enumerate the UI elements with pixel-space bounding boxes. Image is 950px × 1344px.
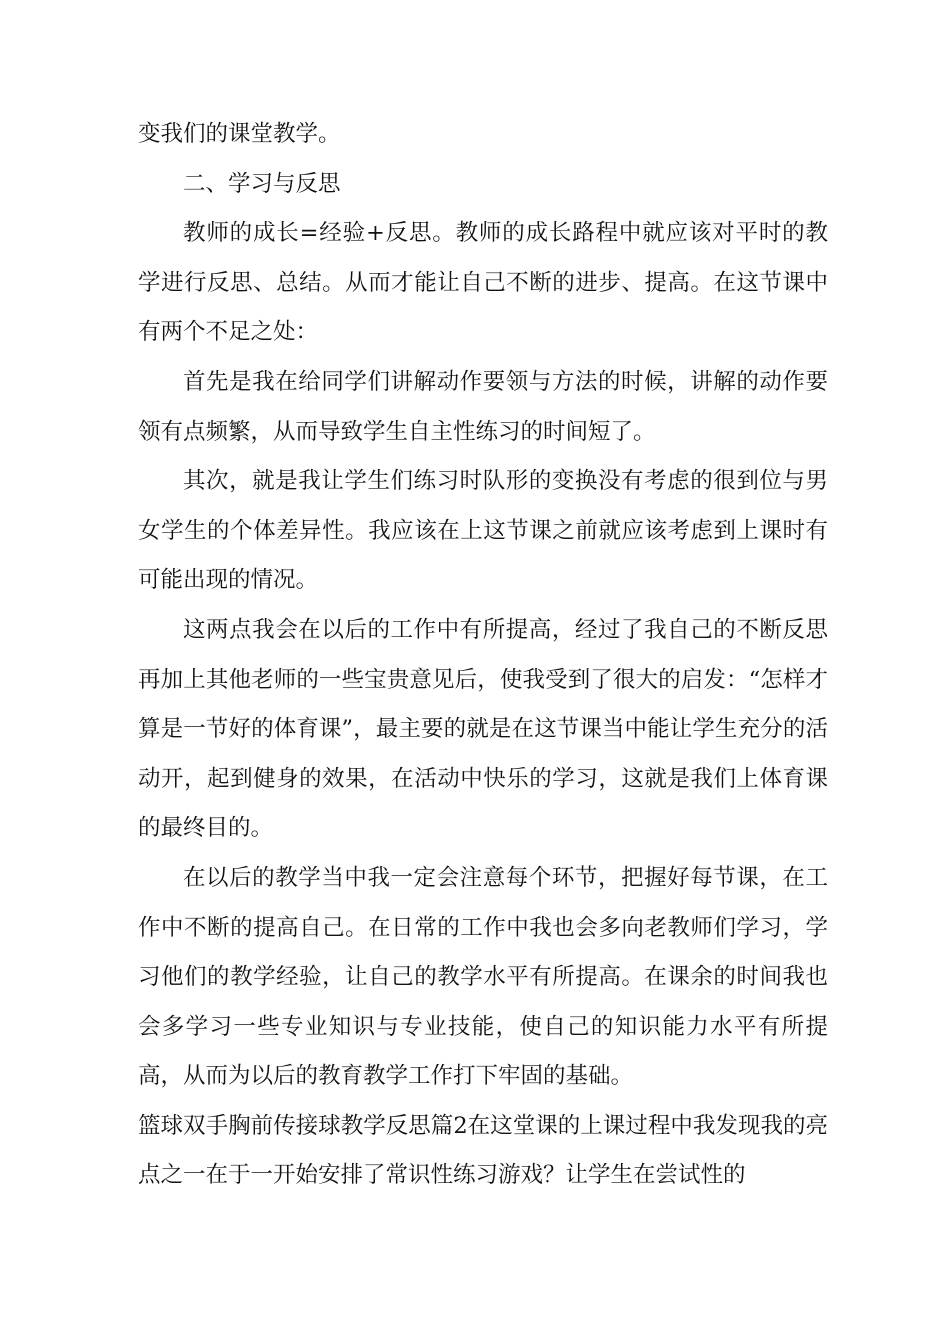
paragraph-new-article: 篮球双手胸前传接球教学反思篇2在这堂课的上课过程中我发现我的亮点之一在于一开始安排了常识性练习游戏？让学生在尝试性的 [138,1112,828,1189]
paragraph: 其次，就是我让学生们练习时队形的变换没有考虑的很到位与男女学生的个体差异性。我应该在上这节课之前就应该考虑到上课时有可能出现的情况。 [138,468,828,594]
paragraph-continuation: 变我们的课堂教学。 [138,121,341,147]
paragraph: 在以后的教学当中我一定会注意每个环节，把握好每节课，在工作中不断的提高自己。在日常的工作中我也会多向老教师们学习，学习他们的教学经验，让自己的教学水平有所提高。在课余的时间我也会多学习一些专业知识与专业技能，使自己的知识能力水平有所提高，从而为以后的教育教学工作打下牢固的基础。 [138,864,828,1090]
document-body [138,110,828,1201]
section-heading: 二、学习与反思 [183,170,341,197]
paragraph: 教师的成长=经验+反思。教师的成长路程中就应该对平时的教学进行反思、总结。从而才能让自己不断的进步、提高。在这节课中有两个不足之处： [138,220,828,346]
paragraph: 首先是我在给同学们讲解动作要领与方法的时候，讲解的动作要领有点频繁，从而导致学生自主性练习的时间短了。 [138,368,828,445]
paragraph: 这两点我会在以后的工作中有所提高，经过了我自己的不断反思再加上其他老师的一些宝贵意见后，使我受到了很大的启发：“怎样才算是一节好的体育课”，最主要的就是在这节课当中能让学生充分的活动开，起到健身的效果，在活动中快乐的学习，这就是我们上体育课的最终目的。 [138,616,828,842]
